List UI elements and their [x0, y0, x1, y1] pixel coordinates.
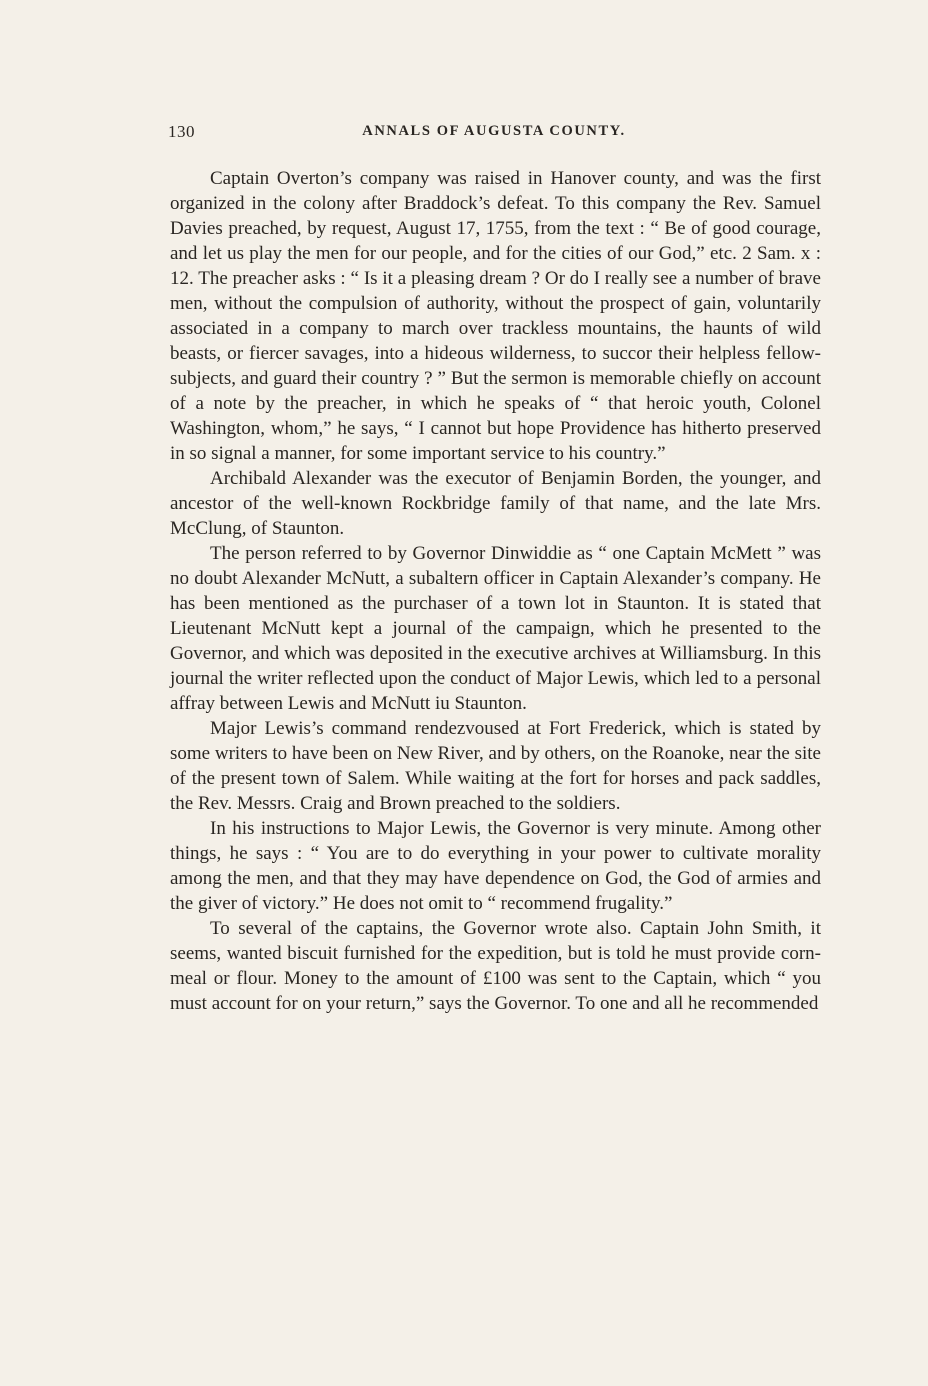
running-head: ANNALS OF AUGUSTA COUNTY.: [362, 123, 626, 139]
paragraph: The person referred to by Governor Dinwiddie as “ one Captain McMett ” was no doubt Alexander McNutt, a subaltern officer in Captain Alexander’s company. He has been mentioned as the purchaser of a town lot in Staunton. It is stated that Lieutenant McNutt kept a journal of the campaign, which he presented to the Governor, and which was deposited in the executive archives at Williamsburg. In this journal the writer reflected upon the conduct of Major Lewis, which led to a personal affray between Lewis and McNutt iu Staunton.: [170, 543, 821, 714]
paragraph: In his instructions to Major Lewis, the Governor is very minute. Among other things, he says : “ You are to do everything in your power to cultivate morality among the men, and that they may have dependence on God, the God of armies and the giver of victory.” He does not omit to “ recommend frugality.”: [170, 818, 821, 914]
body-text: [170, 166, 821, 1016]
paragraph: Archibald Alexander was the executor of Benjamin Borden, the younger, and ancestor of the well-known Rockbridge family of that name, and the late Mrs. McClung, of Staunton.: [170, 468, 821, 539]
paragraph: To several of the captains, the Governor wrote also. Captain John Smith, it seems, wanted biscuit furnished for the expedition, but is told he must provide corn-meal or flour. Money to the amount of £100 was sent to the Captain, which “ you must account for on your return,” says the Governor. To one and all he recommended: [170, 918, 821, 1014]
paragraph: Captain Overton’s company was raised in Hanover county, and was the first organized in the colony after Braddock’s defeat. To this company the Rev. Samuel Davies preached, by request, August 17, 1755, from the text : “ Be of good courage, and let us play the men for our people, and for the cities of our God,” etc. 2 Sam. x : 12. The preacher asks : “ Is it a pleasing dream ? Or do I really see a number of brave men, without the compulsion of authority, without the prospect of gain, voluntarily associated in a company to march over trackless mountains, the haunts of wild beasts, or fiercer savages, into a hideous wilderness, to succor their helpless fellow-subjects, and guard their country ? ” But the sermon is memorable chiefly on account of a note by the preacher, in which he speaks of “ that heroic youth, Colonel Washington, whom,” he says, “ I cannot but hope Providence has hitherto preserved in so signal a manner, for some important service to his country.”: [170, 168, 821, 464]
page-number: 130: [168, 122, 195, 141]
page-header: [168, 122, 820, 146]
paragraph: Major Lewis’s command rendezvoused at Fort Frederick, which is stated by some writers to have been on New River, and by others, on the Roanoke, near the site of the present town of Salem. While waiting at the fort for horses and pack saddles, the Rev. Messrs. Craig and Brown preached to the soldiers.: [170, 718, 821, 814]
